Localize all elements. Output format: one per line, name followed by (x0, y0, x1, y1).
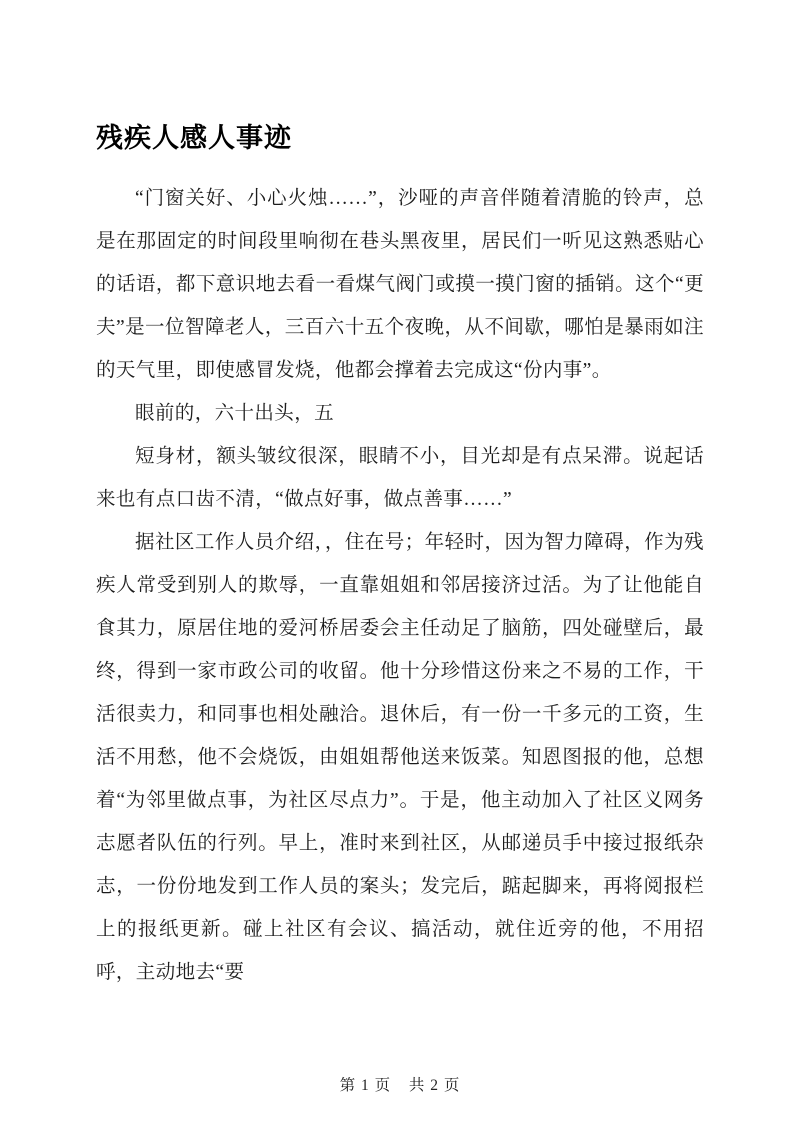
paragraph-1: “门窗关好、小心火烛……”，沙哑的声音伴随着清脆的铃声，总是在那固定的时间段里响彻在巷头黑夜里，居民们一听见这熟悉贴心的话语，都下意识地去看一看煤气阀门或摸一摸门窗的插销。这个“更夫”是一位智障老人，三百六十五个夜晚，从不间歇，哪怕是暴雨如注的天气里，即使感冒发烧，他都会撑着去完成这“份内事”。 (96, 187, 704, 381)
page-footer (0, 1073, 800, 1095)
footer-separator (396, 1077, 404, 1095)
paragraph-2: 眼前的，六十出头，五 (135, 402, 335, 424)
paragraph-3: 短身材，额头皱纹很深，眼睛不小，目光却是有点呆滞。说起话来也有点口齿不清，“做点好事，做点善事……” (96, 445, 704, 510)
footer-total-pages: 共 2 页 (408, 1077, 461, 1094)
paragraph-4: 据社区工作人员介绍，，住在号；年轻时，因为智力障碍，作为残疾人常受到别人的欺辱，一直靠姐姐和邻居接济过活。为了让他能自食其力，原居住地的爱河桥居委会主任动足了脑筋，四处碰壁后，最终，得到一家市政公司的收留。他十分珍惜这份来之不易的工作，干活很卖力，和同事也相处融洽。退休后，有一份一千多元的工资，生活不用愁，他不会烧饭，由姐姐帮他送来饭菜。知恩图报的他，总想着“为邻里做点事，为社区尽点力”。于是，他主动加入了社区义网务志愿者队伍的行列。早上，准时来到社区，从邮递员手中接过报纸杂志，一份份地发到工作人员的案头；发完后，踮起脚来，再将阅报栏上的报纸更新。碰上社区有会议、搞活动，就住近旁的他，不用招呼，主动地去“要 (96, 531, 704, 983)
page-title: 残疾人感人事迹 (96, 123, 292, 153)
footer-current-page: 第 1 页 (339, 1077, 392, 1094)
